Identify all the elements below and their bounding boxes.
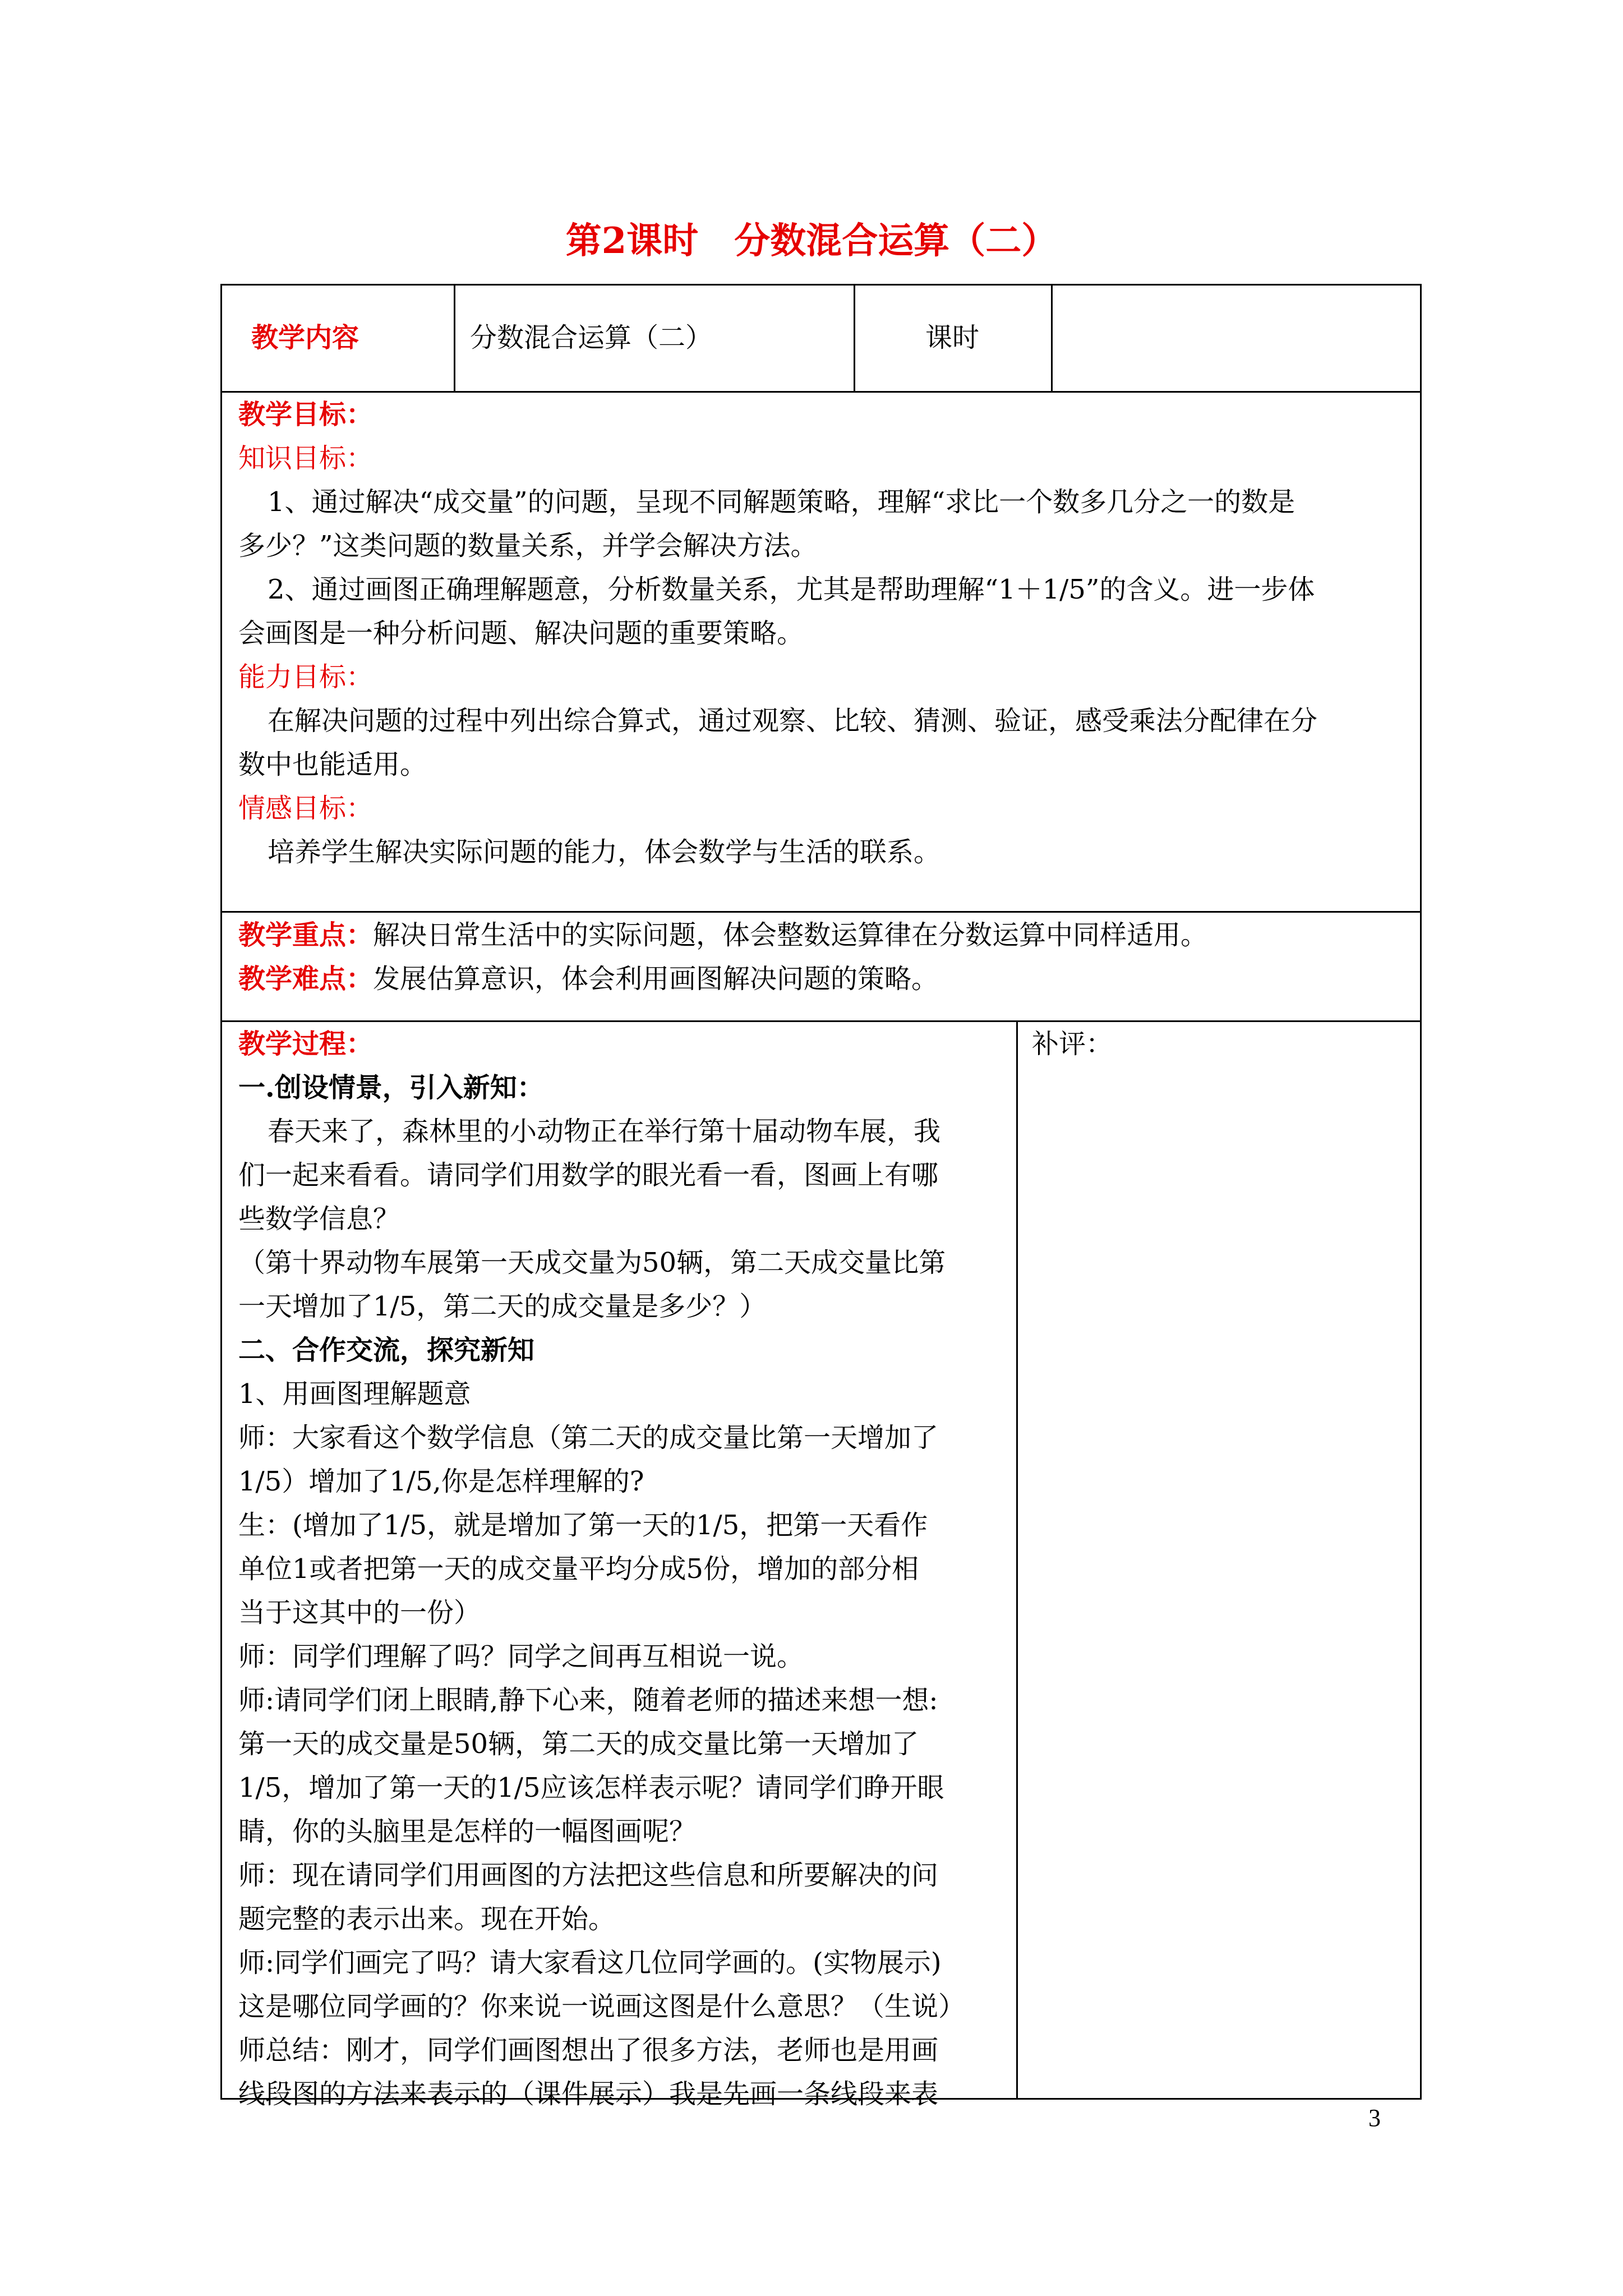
section1-line: 一天增加了1/5，第二天的成交量是多少？） [238,1291,767,1322]
section2-line: 师：现在请同学们用画图的方法把这些信息和所要解决的问 [238,1860,939,1891]
key-point-label: 教学重点： [238,919,374,951]
knowledge-line: 多少？”这类问题的数量关系，并学会解决方法。 [238,530,818,562]
difficulty-text: 发展估算意识，体会利用画图解决问题的策略。 [373,963,939,995]
header-divider-3 [1051,284,1053,393]
section2-line: 师:同学们画完了吗？请大家看这几位同学画的。(实物展示) [238,1947,942,1978]
ability-heading: 能力目标： [238,661,374,693]
section2-line: 师：同学们理解了吗？同学之间再互相说一说。 [238,1641,804,1672]
section2-line: 题完整的表示出来。现在开始。 [238,1903,616,1935]
section2-line: 师:请同学们闭上眼睛,静下心来，随着老师的描述来想一想: [238,1685,938,1716]
section1-line: 春天来了，森林里的小动物正在举行第十届动物车展，我 [268,1116,941,1147]
section2-line: 1/5，增加了第一天的1/5应该怎样表示呢？请同学们睁开眼 [238,1772,944,1803]
section2-line: 生：(增加了1/5，就是增加了第一天的1/5，把第一天看作 [238,1510,928,1541]
emotion-line: 培养学生解决实际问题的能力，体会数学与生活的联系。 [268,836,941,868]
ability-line: 在解决问题的过程中列出综合算式，通过观察、比较、猜测、验证，感受乘法分配律在分 [268,705,1318,737]
key-point-text: 解决日常生活中的实际问题，体会整数运算律在分数运算中同样适用。 [373,919,1208,951]
section2-line: 单位1或者把第一天的成交量平均分成5份，增加的部分相 [238,1553,919,1585]
section1-heading: 一.创设情景，引入新知： [238,1072,544,1103]
section2-line: 睛，你的头脑里是怎样的一幅图画呢？ [238,1816,697,1847]
header-row [220,284,1422,393]
difficulty-label: 教学难点： [238,963,374,995]
section2-line: 1/5）增加了1/5,你是怎样理解的? [238,1466,644,1497]
process-divider [1016,1020,1018,2100]
emotion-heading: 情感目标： [238,793,374,824]
header-divider-2 [854,284,855,393]
section1-line: 些数学信息？ [238,1203,400,1235]
process-content [238,1022,1012,2116]
teaching-content-label: 教学内容 [251,322,359,353]
section2-line: 线段图的方法来表示的（课件展示）我是先画一条线段来表 [238,2078,939,2110]
page-number: 3 [1368,2104,1381,2132]
section2-line: 这是哪位同学画的？你来说一说画这图是什么意思？（生说） [238,1991,966,2022]
header-divider-1 [454,284,455,393]
section1-line: 们一起来看看。请同学们用数学的眼光看一看，图画上有哪 [238,1159,939,1191]
knowledge-line: 会画图是一种分析问题、解决问题的重要策略。 [238,618,804,649]
difficulty [238,957,1410,1001]
section2-heading: 二、合作交流，探究新知 [238,1335,535,1366]
section1-line: （第十界动物车展第一天成交量为50辆，第二天成交量比第 [238,1247,946,1278]
page-title: 第2课时 分数混合运算（二） [565,220,1058,262]
knowledge-heading: 知识目标： [238,443,374,474]
comment-label: 补评： [1032,1028,1113,1060]
comment-column [1032,1022,1413,1066]
focus-content [238,913,1410,1001]
key-point [238,913,1410,957]
knowledge-line: 1、通过解决“成交量”的问题，呈现不同解题策略，理解“求比一个数多几分之一的数是 [268,486,1295,518]
section2-line: 当于这其中的一份） [238,1597,481,1628]
objectives-heading: 教学目标： [238,399,374,430]
class-period-label: 课时 [925,322,980,353]
teaching-content-topic: 分数混合运算（二） [470,322,713,353]
section2-line: 1、用画图理解题意 [238,1378,471,1410]
ability-line: 数中也能适用。 [238,749,427,780]
section2-line: 第一天的成交量是50辆，第二天的成交量比第一天增加了 [238,1728,919,1760]
section2-line: 师：大家看这个数学信息（第二天的成交量比第一天增加了 [238,1422,939,1453]
section2-line: 师总结：刚才，同学们画图想出了很多方法，老师也是用画 [238,2035,939,2066]
objectives-content [238,393,1410,874]
knowledge-line: 2、通过画图正确理解题意，分析数量关系，尤其是帮助理解“1＋1/5”的含义。进一步体 [268,574,1315,605]
process-heading: 教学过程： [238,1028,374,1060]
